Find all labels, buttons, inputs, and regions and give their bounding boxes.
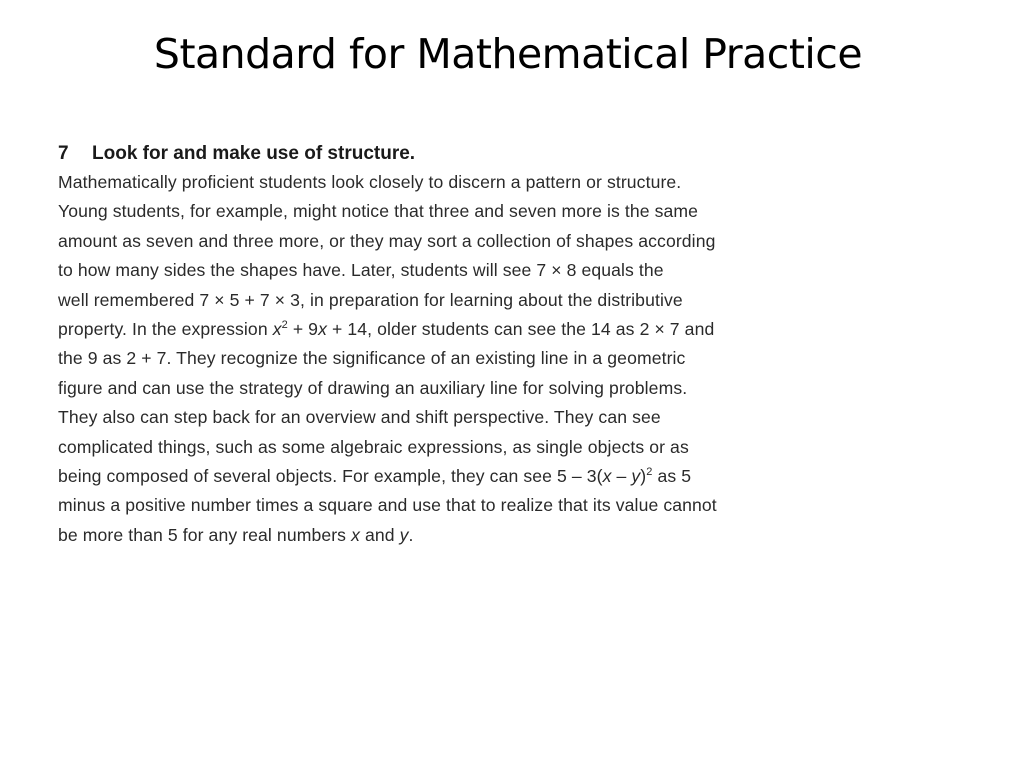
text-line-13-and: and bbox=[359, 524, 400, 545]
variable-x: x bbox=[351, 524, 360, 545]
variable-x: x bbox=[602, 465, 612, 486]
text-line-4: to how many sides the shapes have. Later, students will see 7 × 8 equals the bbox=[58, 260, 664, 281]
text-line-13-end: . bbox=[408, 524, 414, 545]
standard-heading-text: Look for and make use of structure. bbox=[92, 143, 416, 164]
variable-y: y bbox=[631, 465, 641, 486]
text-line-6-part-b: + 9 bbox=[287, 318, 319, 339]
variable-y: y bbox=[399, 524, 409, 545]
standard-number: 7 bbox=[58, 143, 69, 164]
text-line-8: figure and can use the strategy of drawing an auxiliary line for solving problems. bbox=[58, 377, 688, 398]
text-line-6-part-a: property. In the expression bbox=[58, 318, 273, 339]
text-line-12: minus a positive number times a square and use that to realize that its value cannot bbox=[58, 495, 717, 516]
minus-sign: – bbox=[611, 465, 632, 486]
text-line-9: They also can step back for an overview and shift perspective. They can see bbox=[58, 407, 661, 428]
variable-x: x bbox=[318, 318, 327, 339]
text-line-6-part-c: + 14, older students can see the 14 as 2 × 7 and bbox=[326, 318, 715, 339]
standard-heading bbox=[58, 140, 938, 168]
text-line-1: Mathematically proficient students look closely to discern a pattern or structure. bbox=[58, 172, 682, 192]
text-line-5: well remembered 7 × 5 + 7 × 3, in preparation for learning about the distributive bbox=[58, 289, 683, 310]
text-line-13-part-a: be more than 5 for any real numbers bbox=[58, 524, 352, 545]
text-line-7: the 9 as 2 + 7. They recognize the significance of an existing line in a geometric bbox=[58, 348, 686, 369]
text-line-11 bbox=[58, 462, 938, 491]
text-line-6 bbox=[58, 315, 938, 344]
text-line-11-part-a: being composed of several objects. For example, they can see 5 – 3( bbox=[58, 465, 603, 486]
text-line-3: amount as seven and three more, or they may sort a collection of shapes according bbox=[58, 230, 716, 251]
close-paren: ) bbox=[640, 465, 647, 486]
text-line-13 bbox=[58, 521, 938, 550]
text-line-11-part-b: as 5 bbox=[652, 465, 692, 486]
text-line-2: Young students, for example, might notice that three and seven more is the same bbox=[58, 201, 699, 222]
exponent: 2 bbox=[646, 466, 653, 479]
text-line-10: complicated things, such as some algebraic expressions, as single objects or as bbox=[58, 436, 689, 457]
standard-text-block bbox=[58, 140, 938, 550]
slide-title: Standard for Mathematical Practice bbox=[153, 30, 863, 78]
exponent: 2 bbox=[281, 319, 288, 332]
variable-x: x bbox=[272, 318, 282, 339]
